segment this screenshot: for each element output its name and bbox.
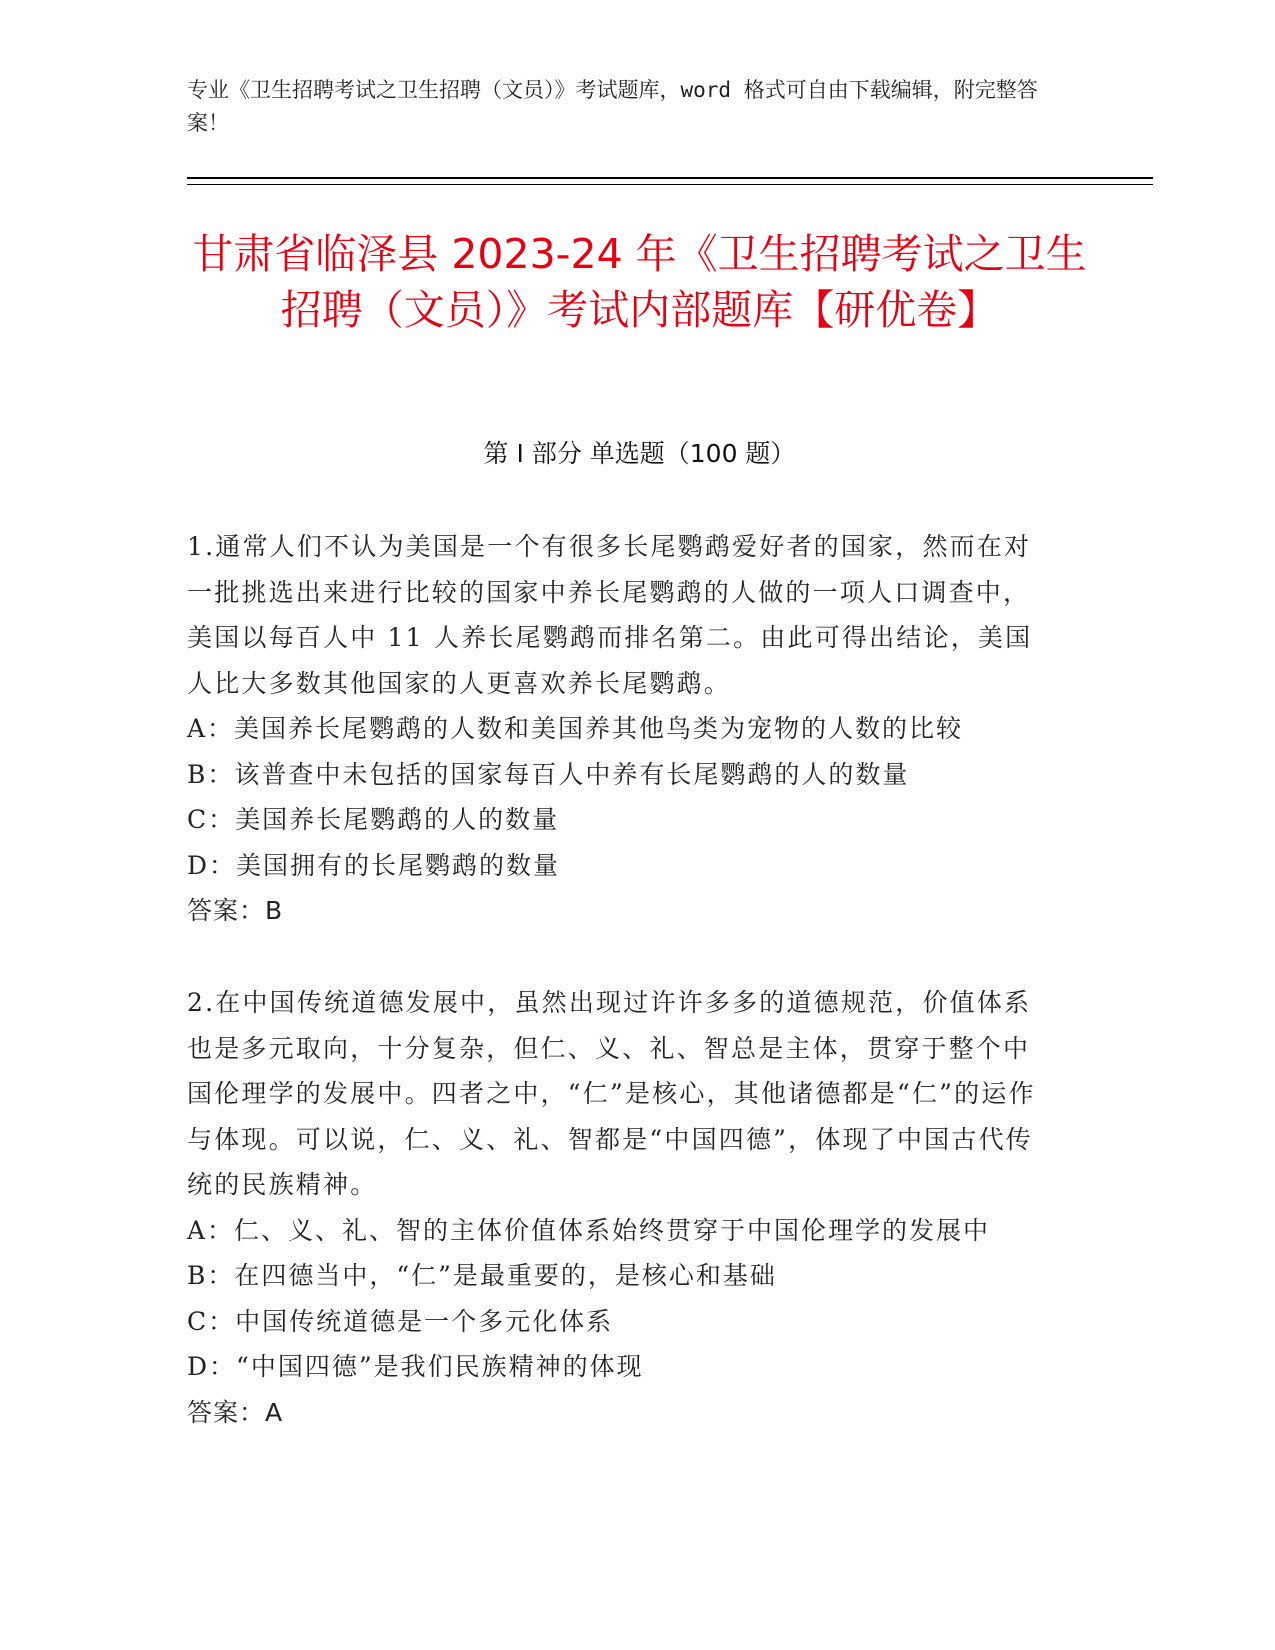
section-title: 第 I 部分 单选题（100 题） — [483, 439, 796, 468]
answer: 答案：A — [187, 1397, 284, 1427]
option-a: A：美国养长尾鹦鹉的人数和美国养其他鸟类为宠物的人数的比较 — [187, 714, 964, 743]
header-rule-thick — [187, 177, 1153, 179]
header-rule-thin — [187, 184, 1153, 185]
option-b: B：在四德当中，“仁”是最重要的，是核心和基础 — [187, 1261, 777, 1290]
answer: 答案：B — [187, 896, 284, 925]
option-c: C：美国养长尾鹦鹉的人的数量 — [187, 805, 560, 834]
option-a: A：仁、义、礼、智的主体价值体系始终贯穿于中国伦理学的发展中 — [187, 1215, 991, 1245]
header-note: 专业《卫生招聘考试之卫生招聘（文员）》考试题库，word 格式可自由下载编辑，附完整答案！ — [187, 78, 1038, 135]
option-d: D：美国拥有的长尾鹦鹉的数量 — [187, 850, 561, 880]
question-1 — [187, 524, 1057, 934]
question-2 — [187, 980, 1057, 1435]
question-stem: 1.通常人们不认为美国是一个有很多长尾鹦鹉爱好者的国家，然而在对一批挑选出来进行比较的国家中养长尾鹦鹉的人做的一项人口调查中，美国以每百人中 11 人养长尾鹦鹉而排名第二。由此可得出结论，美国人比大多数其他国家的人更喜欢养长尾鹦鹉。 — [187, 532, 1033, 698]
option-c: C：中国传统道德是一个多元化体系 — [187, 1306, 614, 1336]
option-d: D：“中国四德”是我们民族精神的体现 — [187, 1352, 644, 1381]
document-title: 甘肃省临泽县 2023-24 年《卫生招聘考试之卫生招聘（文员）》考试内部题库【研优卷】 — [192, 230, 1087, 334]
option-b: B：该普查中未包括的国家每百人中养有长尾鹦鹉的人的数量 — [187, 759, 910, 789]
question-stem: 2.在中国传统道德发展中，虽然出现过许许多多的道德规范，价值体系也是多元取向，十分复杂，但仁、义、礼、智总是主体，贯穿于整个中国伦理学的发展中。四者之中，“仁”是核心，其他诸德都是“仁”的运作与体现。可以说，仁、义、礼、智都是“中国四德”，体现了中国古代传统的民族精神。 — [187, 988, 1036, 1199]
